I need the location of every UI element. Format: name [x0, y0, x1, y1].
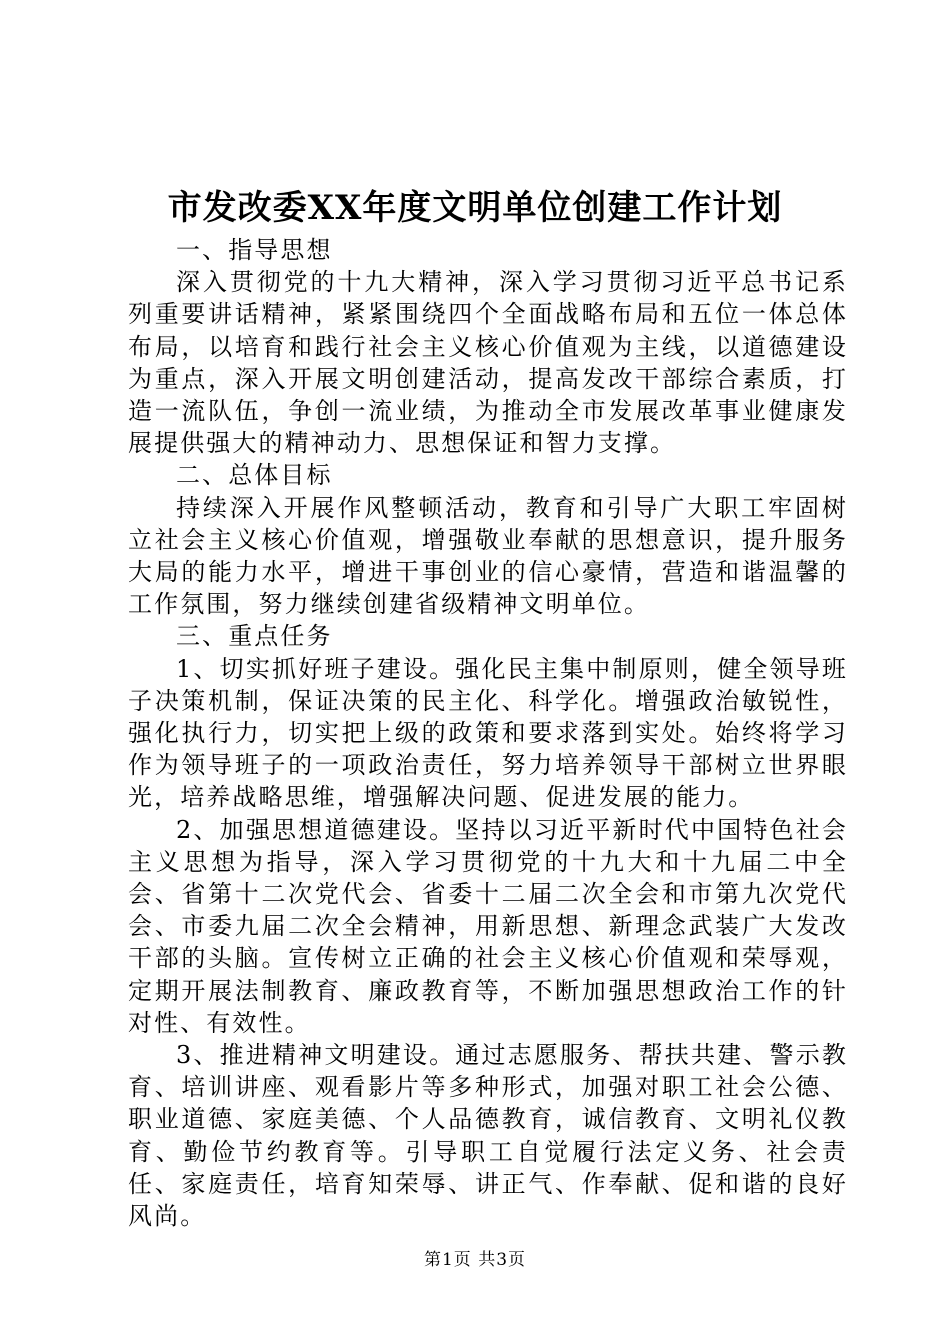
document-title: 市发改委XX年度文明单位创建工作计划 [167, 188, 783, 228]
paragraph-task-1: 1、切实抓好班子建设。强化民主集中制原则，健全领导班子决策机制，保证决策的民主化、科学化。增强政治敏锐性，强化执行力，切实把上级的政策和要求落到实处。始终将学习作为领导班子的一项政治责任，努力培养领导干部树立世界眼光，培养战略思维，增强解决问题、促进发展的能力。 [128, 654, 848, 812]
section-heading-guiding-ideology: 一、指导思想 [176, 236, 333, 264]
section-heading-overall-goals: 二、总体目标 [176, 461, 333, 490]
document-body [128, 234, 848, 1232]
paragraph-overall-goals: 持续深入开展作风整顿活动，教育和引导广大职工牢固树立社会主义核心价值观，增强敬业奉献的思想意识，提升服务大局的能力水平，增进干事创业的信心豪情，营造和谐温馨的工作氛围，努力继续创建省级精神文明单位。 [128, 493, 848, 619]
section-heading-key-tasks: 三、重点任务 [176, 622, 333, 651]
paragraph-task-3: 3、推进精神文明建设。通过志愿服务、帮扶共建、警示教育、培训讲座、观看影片等多种形式，加强对职工社会公德、职业道德、家庭美德、个人品德教育，诚信教育、文明礼仪教育、勤俭节约教育等。引导职工自觉履行法定义务、社会责任、家庭责任，培育知荣辱、讲正气、作奉献、促和谐的良好风尚。 [128, 1041, 848, 1231]
paragraph-guiding-ideology: 深入贯彻党的十九大精神，深入学习贯彻习近平总书记系列重要讲话精神，紧紧围绕四个全面战略布局和五位一体总体布局，以培育和践行社会主义核心价值观为主线，以道德建设为重点，深入开展文明创建活动，提高发改干部综合素质，打造一流队伍，争创一流业绩，为推动全市发展改革事业健康发展提供强大的精神动力、思想保证和智力支撑。 [128, 268, 848, 458]
page-number-footer: 第1页 共3页 [423, 1250, 527, 1270]
paragraph-task-2: 2、加强思想道德建设。坚持以习近平新时代中国特色社会主义思想为指导，深入学习贯彻党的十九大和十九届二中全会、省第十二次党代会、省委十二届二次全会和市第九次党代会、市委九届二次全会精神，用新思想、新理念武装广大发改干部的头脑。宣传树立正确的社会主义核心价值观和荣辱观，定期开展法制教育、廉政教育等，不断加强思想政治工作的针对性、有效性。 [128, 815, 848, 1037]
